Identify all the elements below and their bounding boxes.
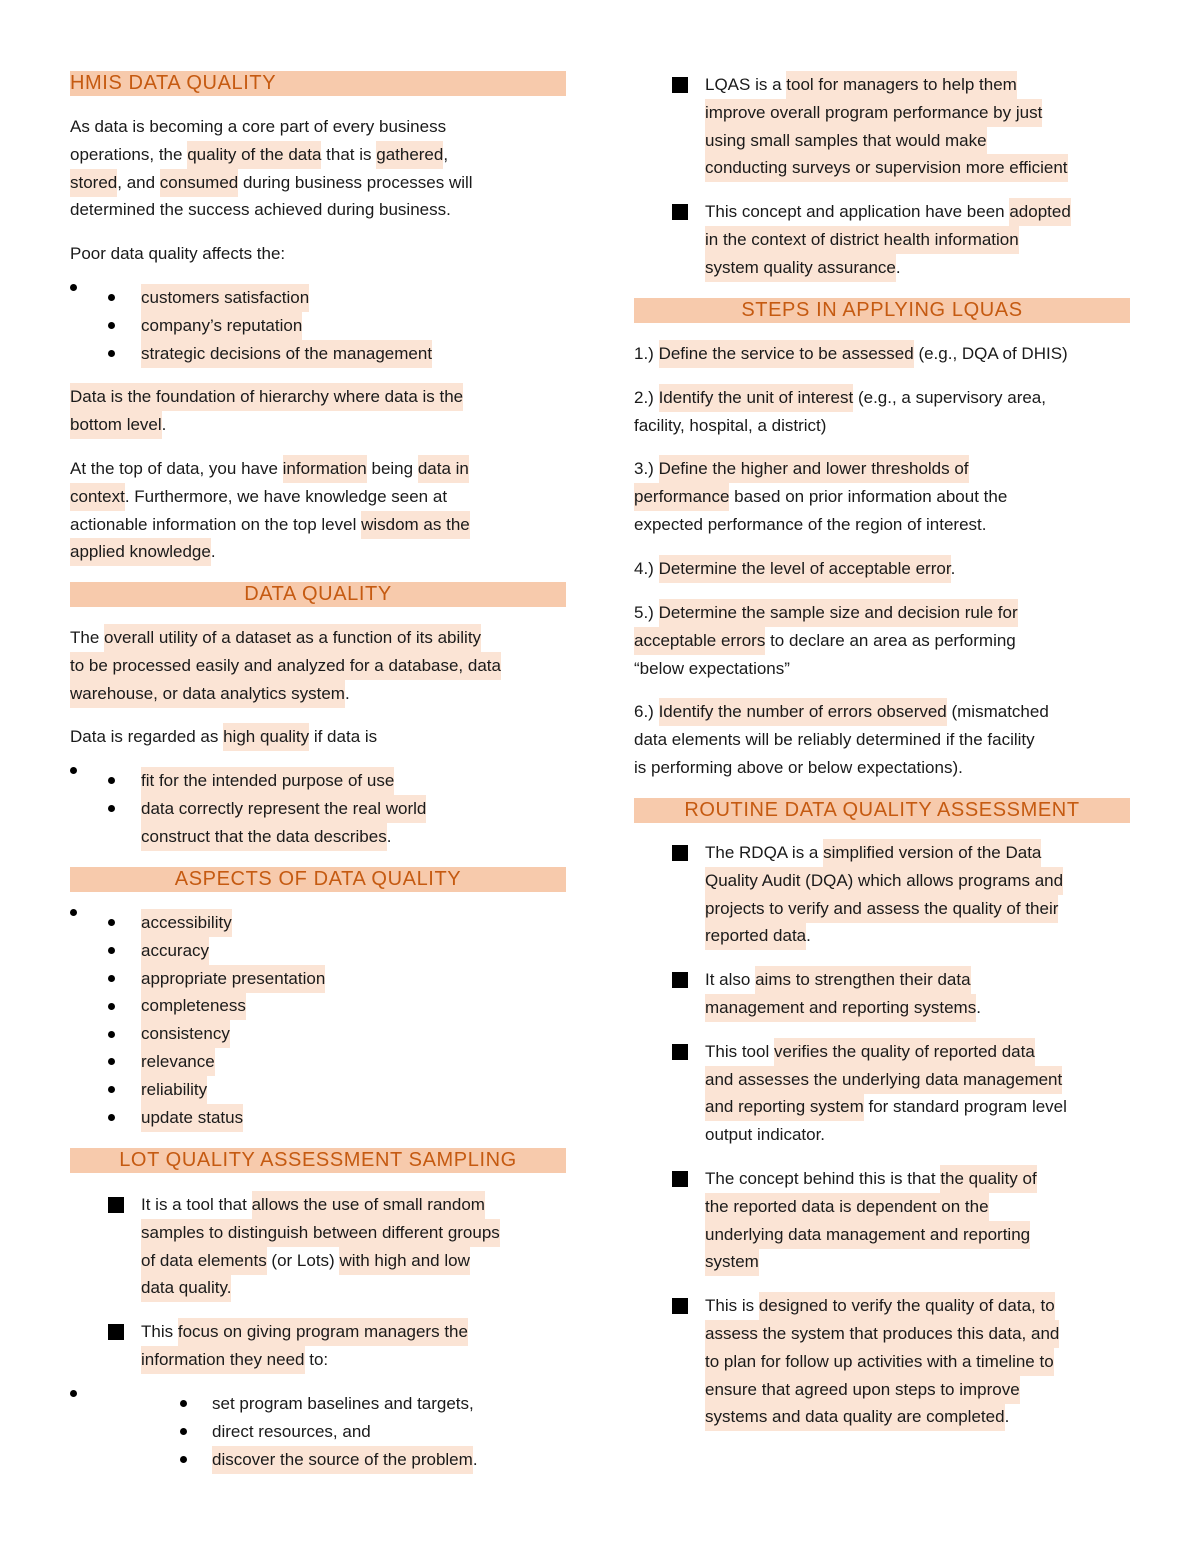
paragraph xyxy=(70,455,566,566)
list-item xyxy=(70,1048,215,1076)
highlighted-text: Define the xyxy=(659,340,741,368)
text-segment: (e.g., a supervisory area, xyxy=(853,388,1046,407)
bullet-dot-icon xyxy=(108,965,115,993)
text-segment: operations, the xyxy=(70,144,188,164)
text-line xyxy=(705,198,1130,226)
square-bullet-icon xyxy=(672,1165,688,1193)
square-bullet-icon xyxy=(672,966,688,994)
list-item xyxy=(634,198,1130,281)
square-glyph xyxy=(108,1197,124,1213)
bullet-list xyxy=(70,1390,478,1469)
list-item xyxy=(70,1390,474,1418)
text-line xyxy=(70,723,566,751)
highlighted-text: data in xyxy=(418,455,469,483)
dot-glyph xyxy=(108,947,115,954)
list-item xyxy=(634,839,1130,950)
text-segment: actionable information on the top level xyxy=(70,514,362,534)
text-segment: that is xyxy=(321,144,377,164)
highlighted-text: high quality xyxy=(223,723,309,751)
square-glyph xyxy=(672,1044,688,1060)
text-segment: facility, hospital, a district) xyxy=(634,415,827,435)
bullet-dot-icon xyxy=(108,767,115,795)
list-item xyxy=(70,992,246,1020)
square-bullet-icon xyxy=(672,198,688,226)
highlighted-text: consumed xyxy=(160,169,238,197)
text-segment: (or Lots) xyxy=(266,1250,340,1270)
highlighted-text: simplified version of the Data xyxy=(823,839,1041,867)
bullet-list xyxy=(70,909,326,1127)
text-segment: set program baselines and targets, xyxy=(212,1394,474,1413)
bullet-dot-icon xyxy=(108,937,115,965)
bullet-dot-icon xyxy=(108,1104,115,1132)
list-item xyxy=(70,937,210,965)
text-segment: Poor data quality affects the: xyxy=(70,244,286,263)
text-line xyxy=(70,624,566,652)
text-line xyxy=(705,895,1130,923)
list-item xyxy=(70,1418,371,1446)
text-line xyxy=(705,1320,1130,1348)
paragraph xyxy=(634,599,1130,682)
highlighted-text: Identify the unit of interest xyxy=(659,384,854,412)
bullet-dot-icon xyxy=(108,1076,115,1104)
highlighted-text: Data is the foundation of hierarchy where data is the xyxy=(70,383,463,411)
text-segment: expected performance of the region of interest. xyxy=(634,514,987,534)
text-segment: . xyxy=(472,1449,478,1469)
dot-glyph xyxy=(108,322,115,329)
highlighted-text: strategic decisions of the management xyxy=(141,340,432,368)
highlighted-text: the reported data is dependent on the xyxy=(705,1193,989,1221)
text-line xyxy=(141,1247,566,1275)
text-segment: being xyxy=(366,459,418,478)
text-segment: (mismatched xyxy=(946,702,1049,721)
text-segment: , and xyxy=(117,172,160,192)
highlighted-text: with high and low xyxy=(339,1247,469,1275)
text-line xyxy=(705,922,1130,950)
dot-glyph xyxy=(108,1058,115,1065)
text-line xyxy=(705,154,1130,182)
highlighted-text: and assesses the underlying data management xyxy=(705,1066,1062,1094)
highlighted-text: completeness xyxy=(141,992,246,1020)
bullet-list xyxy=(70,767,427,846)
text-line xyxy=(634,455,1130,483)
dot-glyph xyxy=(108,777,115,784)
text-line xyxy=(634,384,1130,412)
highlighted-text: reported data xyxy=(705,922,806,950)
section-heading: ASPECTS OF DATA QUALITY xyxy=(70,867,566,892)
highlighted-text: consistency xyxy=(141,1020,230,1048)
highlighted-text: relevance xyxy=(141,1048,215,1076)
text-line xyxy=(705,1165,1130,1193)
bullet-dot-icon xyxy=(180,1446,187,1474)
dot-glyph xyxy=(108,350,115,357)
text-segment: This xyxy=(141,1322,178,1342)
section-heading: DATA QUALITY xyxy=(70,582,566,607)
text-line xyxy=(634,412,1130,440)
text-segment: LQAS is a xyxy=(705,75,787,94)
square-glyph xyxy=(672,845,688,861)
square-bullet-icon xyxy=(672,1292,688,1320)
text-segment: . xyxy=(950,559,956,578)
square-glyph xyxy=(672,77,688,93)
highlighted-text: context xyxy=(70,483,125,511)
text-segment: data elements will be reliably determined if the facility xyxy=(634,729,1035,749)
highlighted-text: ensure that agreed upon steps to improve xyxy=(705,1376,1020,1404)
text-line xyxy=(70,652,566,680)
highlighted-text: applied knowledge xyxy=(70,538,211,566)
highlighted-text: accuracy xyxy=(141,937,209,965)
text-line xyxy=(705,1376,1130,1404)
text-segment: output indicator. xyxy=(705,1125,826,1145)
highlighted-text: reliability xyxy=(141,1076,207,1104)
highlighted-text: aims to strengthen their data xyxy=(755,966,970,994)
text-segment: , xyxy=(443,144,449,164)
text-line xyxy=(634,655,1130,683)
text-segment: . xyxy=(161,414,167,434)
text-segment: determined the success achieved during business. xyxy=(70,200,451,220)
dot-glyph xyxy=(108,1031,115,1038)
dot-glyph xyxy=(108,919,115,926)
text-line xyxy=(634,627,1130,655)
highlighted-text: customers satisfaction xyxy=(141,284,309,312)
highlighted-text: overall utility of a dataset as a function of its ability xyxy=(104,624,481,652)
text-segment: As data is becoming a core part of every business xyxy=(70,117,447,136)
text-line xyxy=(634,511,1130,539)
highlighted-text: designed to verify the quality of data, to xyxy=(759,1292,1055,1320)
text-line xyxy=(70,169,566,197)
text-segment: “below expectations” xyxy=(634,658,790,678)
highlighted-text: to be processed easily and analyzed for a database, data xyxy=(70,652,501,680)
highlighted-text: focus on giving program managers the xyxy=(178,1318,468,1346)
bullet-list xyxy=(70,1191,566,1374)
highlighted-text: data quality. xyxy=(141,1274,231,1302)
text-segment: This concept and application have been xyxy=(705,202,1010,222)
highlighted-text: conducting surveys or supervision more efficient xyxy=(705,154,1068,182)
text-line xyxy=(705,127,1130,155)
highlighted-text: Determine the level of acceptable error xyxy=(659,555,951,583)
paragraph xyxy=(634,340,1130,368)
list-item xyxy=(70,1020,230,1048)
dot-glyph xyxy=(108,805,115,812)
text-segment: . xyxy=(344,683,350,703)
text-segment: At the top of data, you have xyxy=(70,459,283,478)
text-line xyxy=(141,1346,566,1374)
text-segment: 4.) xyxy=(634,559,659,578)
text-segment: 6.) xyxy=(634,702,659,721)
list-item xyxy=(70,909,232,937)
highlighted-text: and reporting system xyxy=(705,1093,864,1121)
highlighted-text: projects to verify and assess the quality of their xyxy=(705,895,1058,923)
text-line xyxy=(705,71,1130,99)
highlighted-text: update status xyxy=(141,1104,243,1132)
paragraph xyxy=(70,383,566,439)
highlighted-text: samples to distinguish between different groups xyxy=(141,1219,500,1247)
paragraph xyxy=(70,240,566,268)
dot-glyph xyxy=(180,1428,187,1435)
text-line xyxy=(705,1121,1130,1149)
text-line xyxy=(705,1292,1130,1320)
text-line xyxy=(705,226,1130,254)
paragraph xyxy=(634,384,1130,440)
text-segment: 5.) xyxy=(634,603,659,622)
text-line xyxy=(634,754,1130,782)
paragraph xyxy=(70,624,566,707)
text-line xyxy=(705,1221,1130,1249)
text-line xyxy=(70,141,566,169)
list-item xyxy=(70,1191,566,1302)
highlighted-text: system xyxy=(705,1248,759,1276)
highlighted-text: system quality assurance xyxy=(705,254,896,282)
highlighted-text: service to be assessed xyxy=(741,340,914,368)
section-heading: ROUTINE DATA QUALITY ASSESSMENT xyxy=(634,798,1130,823)
paragraph xyxy=(70,723,566,751)
text-line xyxy=(705,1066,1130,1094)
list-item xyxy=(70,1446,478,1474)
text-segment: direct resources, and xyxy=(212,1421,371,1441)
list-item xyxy=(70,767,395,795)
text-line xyxy=(70,411,566,439)
dot-glyph xyxy=(108,975,115,982)
bullet-dot-icon xyxy=(108,1048,115,1076)
text-segment: . xyxy=(895,257,901,277)
text-segment: is performing above or below expectations). xyxy=(634,757,963,777)
highlighted-text: Define the higher and lower thresholds of xyxy=(659,455,969,483)
paragraph xyxy=(634,455,1130,538)
text-segment: . xyxy=(210,542,216,562)
text-line xyxy=(70,483,566,511)
highlighted-text: underlying data management and reporting xyxy=(705,1221,1030,1249)
list-item xyxy=(70,312,303,340)
text-line xyxy=(634,555,1130,583)
highlighted-text: information they need xyxy=(141,1346,305,1374)
text-segment: . xyxy=(386,826,392,846)
highlighted-text: data correctly represent the real world xyxy=(141,795,426,823)
highlighted-text: accessibility xyxy=(141,909,232,937)
bullet-dot-icon xyxy=(180,1418,187,1446)
highlighted-text: in the context of district health information xyxy=(705,226,1019,254)
text-line xyxy=(70,240,566,268)
text-line xyxy=(70,196,566,224)
dot-glyph xyxy=(180,1456,187,1463)
highlighted-text: Identify the number of errors observed xyxy=(659,698,947,726)
highlighted-text: assess the system that produces this data, and xyxy=(705,1320,1059,1348)
square-glyph xyxy=(108,1324,124,1340)
text-line xyxy=(70,680,566,708)
bullet-dot-icon xyxy=(108,284,115,312)
highlighted-text: Quality Audit (DQA) which allows programs and xyxy=(705,867,1063,895)
highlighted-text: performance xyxy=(634,483,729,511)
highlighted-text: acceptable errors xyxy=(634,627,765,655)
text-line xyxy=(705,867,1130,895)
text-segment: . xyxy=(976,997,981,1017)
text-line xyxy=(705,99,1130,127)
text-line xyxy=(705,254,1130,282)
highlighted-text: improve overall program performance by just xyxy=(705,99,1042,127)
text-line xyxy=(705,1403,1130,1431)
bullet-dot-icon xyxy=(108,1020,115,1048)
text-segment: if data is xyxy=(309,727,378,746)
dot-glyph xyxy=(108,1086,115,1093)
text-segment: It also xyxy=(705,970,756,990)
text-line xyxy=(705,1248,1130,1276)
text-segment: . Furthermore, we have knowledge seen at xyxy=(124,486,448,506)
list-item xyxy=(70,1076,208,1104)
text-line xyxy=(705,1093,1130,1121)
text-segment: during business processes will xyxy=(238,172,473,192)
highlighted-text: tool for managers to help them xyxy=(786,71,1017,99)
text-segment: (e.g., DQA of DHIS) xyxy=(913,344,1068,363)
text-segment: . xyxy=(806,926,811,946)
list-item xyxy=(70,1104,244,1132)
text-line xyxy=(705,994,1130,1022)
highlighted-text: verifies the quality of reported data xyxy=(774,1038,1035,1066)
highlighted-text: gathered xyxy=(376,141,443,169)
list-item xyxy=(70,795,427,851)
text-line xyxy=(634,483,1130,511)
text-line xyxy=(705,966,1130,994)
text-segment: This is xyxy=(705,1296,759,1316)
highlighted-text: adopted xyxy=(1009,198,1070,226)
text-line xyxy=(70,383,566,411)
text-line xyxy=(70,113,566,141)
text-line xyxy=(141,1318,566,1346)
bullet-dot-icon xyxy=(108,795,115,823)
highlighted-text: bottom level xyxy=(70,411,162,439)
highlighted-text: using small samples that would make xyxy=(705,127,987,155)
text-segment: to: xyxy=(304,1349,329,1369)
square-glyph xyxy=(672,972,688,988)
dot-glyph xyxy=(108,294,115,301)
text-segment: The xyxy=(70,628,105,647)
list-item xyxy=(70,340,433,368)
bullet-list xyxy=(634,71,1130,282)
list-item xyxy=(634,71,1130,182)
square-bullet-icon xyxy=(672,1038,688,1066)
text-line xyxy=(705,839,1130,867)
highlighted-text: company’s reputation xyxy=(141,312,302,340)
highlighted-text: allows the use of small random xyxy=(252,1191,485,1219)
paragraph xyxy=(634,555,1130,583)
list-item xyxy=(70,284,310,312)
list-item xyxy=(634,1038,1130,1149)
text-line xyxy=(141,1219,566,1247)
text-segment: The concept behind this is that xyxy=(705,1168,941,1188)
text-segment: It is a tool that xyxy=(141,1195,252,1214)
highlighted-text: Determine the sample size and decision rule for xyxy=(659,599,1018,627)
square-bullet-icon xyxy=(108,1191,124,1219)
square-glyph xyxy=(672,204,688,220)
paragraph xyxy=(634,698,1130,781)
highlighted-text: quality of the data xyxy=(187,141,321,169)
highlighted-text: management and reporting systems xyxy=(705,994,976,1022)
text-line xyxy=(634,726,1130,754)
text-line xyxy=(705,1193,1130,1221)
text-line xyxy=(70,538,566,566)
section-heading: STEPS IN APPLYING LQUAS xyxy=(634,298,1130,323)
bullet-dot-icon xyxy=(180,1390,187,1418)
highlighted-text: systems and data quality are completed xyxy=(705,1403,1005,1431)
text-line xyxy=(70,455,566,483)
highlighted-text: appropriate presentation xyxy=(141,965,325,993)
text-segment: to declare an area as performing xyxy=(765,630,1016,650)
square-bullet-icon xyxy=(672,839,688,867)
square-bullet-icon xyxy=(108,1318,124,1346)
list-item xyxy=(634,1165,1130,1276)
section-heading: HMIS DATA QUALITY xyxy=(70,71,566,96)
highlighted-text: to plan for follow up activities with a timeline to xyxy=(705,1348,1054,1376)
text-segment: based on prior information about the xyxy=(729,486,1008,506)
square-glyph xyxy=(672,1298,688,1314)
list-item xyxy=(70,965,326,993)
text-segment: 3.) xyxy=(634,459,659,478)
bullet-dot-icon xyxy=(108,992,115,1020)
text-segment: The RDQA is a xyxy=(705,843,824,862)
highlighted-text: of data elements xyxy=(141,1247,267,1275)
text-line xyxy=(634,698,1130,726)
highlighted-text: information xyxy=(283,455,367,483)
highlighted-text: discover the source of the problem xyxy=(212,1446,473,1474)
bullet-list xyxy=(634,839,1130,1431)
highlighted-text: stored xyxy=(70,169,117,197)
text-line xyxy=(141,1191,566,1219)
bullet-dot-icon xyxy=(108,312,115,340)
text-segment: 2.) xyxy=(634,388,659,407)
text-segment: This tool xyxy=(705,1041,774,1061)
highlighted-text: the quality of xyxy=(940,1165,1036,1193)
text-segment: Data is regarded as xyxy=(70,727,224,746)
text-segment: 1.) xyxy=(634,344,659,363)
bullet-dot-icon xyxy=(108,340,115,368)
text-line xyxy=(141,1274,566,1302)
bullet-dot-icon xyxy=(108,909,115,937)
text-line xyxy=(705,1038,1130,1066)
section-heading: LOT QUALITY ASSESSMENT SAMPLING xyxy=(70,1148,566,1173)
square-bullet-icon xyxy=(672,71,688,99)
text-line xyxy=(634,340,1130,368)
list-item xyxy=(70,1318,566,1374)
highlighted-text: construct that the data describes xyxy=(141,823,387,851)
square-glyph xyxy=(672,1171,688,1187)
text-segment: . xyxy=(1004,1407,1010,1427)
text-line xyxy=(634,599,1130,627)
list-item xyxy=(634,1292,1130,1431)
dot-glyph xyxy=(108,1003,115,1010)
bullet-list xyxy=(70,284,433,363)
highlighted-text: fit for the intended purpose of use xyxy=(141,767,394,795)
list-item xyxy=(634,966,1130,1022)
dot-glyph xyxy=(180,1400,187,1407)
text-line xyxy=(70,511,566,539)
highlighted-text: warehouse, or data analytics system xyxy=(70,680,345,708)
text-line xyxy=(705,1348,1130,1376)
highlighted-text: wisdom as the xyxy=(361,511,470,539)
dot-glyph xyxy=(108,1114,115,1121)
paragraph xyxy=(70,113,566,224)
text-segment: for standard program level xyxy=(863,1097,1067,1117)
